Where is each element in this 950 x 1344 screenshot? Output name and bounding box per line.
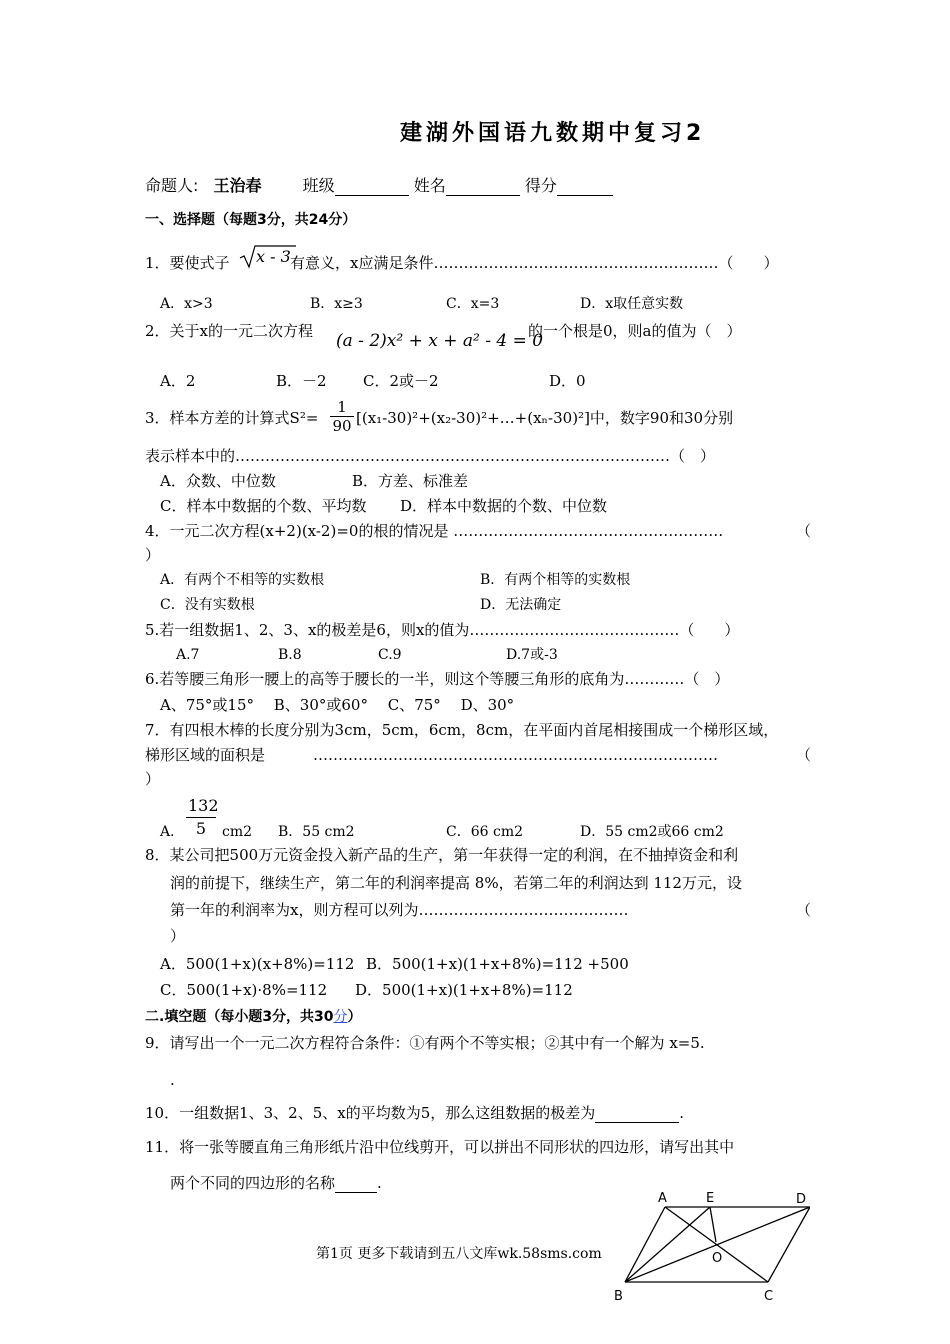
q6-text: 6.若等腰三角形一腰上的高等于腰长的一半，则这个等腰三角形的底角为…………（ ） bbox=[145, 670, 730, 688]
section1-heading: 一、选择题（每题3分，共24分） bbox=[145, 212, 357, 228]
section2-heading-end: ） bbox=[347, 1009, 362, 1025]
label-a: A bbox=[658, 1191, 667, 1206]
class-field[interactable] bbox=[335, 179, 409, 196]
page-title: 建湖外国语九数期中复习2 bbox=[400, 121, 706, 146]
q7-fraction-numerator: 132 bbox=[186, 795, 216, 818]
name-field[interactable] bbox=[446, 179, 520, 196]
q1-option-b: B．x≥3 bbox=[310, 296, 363, 312]
section2-heading bbox=[145, 1007, 362, 1027]
q2-option-b: B．－2 bbox=[276, 372, 327, 390]
q3-option-b: B．方差、标准差 bbox=[352, 472, 469, 490]
q1-radicand: x - 3 bbox=[256, 247, 291, 266]
segment-eb bbox=[625, 1207, 710, 1282]
q3-prefix: 3．样本方差的计算式S²= bbox=[145, 409, 319, 427]
q2-suffix: 的一个根是0，则a的值为（ ） bbox=[528, 322, 742, 340]
q3-fraction-denominator: 90 bbox=[332, 417, 352, 435]
q4-option-a: A．有两个不相等的实数根 bbox=[160, 572, 325, 588]
author-label: 命题人: bbox=[145, 176, 199, 195]
q7-option-c: C．66 cm2 bbox=[446, 824, 523, 840]
q7-fraction-denominator: 5 bbox=[195, 819, 207, 838]
q3-option-d: D．样本中数据的个数、中位数 bbox=[400, 497, 608, 515]
q11-body: 两个不同的四边形的名称 bbox=[170, 1174, 336, 1192]
q7-option-b: B．55 cm2 bbox=[278, 824, 355, 840]
q7-paren-open: （ bbox=[796, 746, 812, 764]
q7-option-a-unit: cm2 bbox=[222, 824, 253, 840]
q8-line2: 润的前提下，继续生产，第二年的利润率提高 8%，若第二年的利润达到 112万元，设 bbox=[170, 874, 742, 892]
q4-option-c: C．没有实数根 bbox=[160, 597, 255, 613]
q10-end: . bbox=[679, 1104, 685, 1122]
q1-option-c: C．x=3 bbox=[446, 296, 500, 312]
section2-heading-link[interactable]: 分 bbox=[333, 1009, 348, 1025]
q5-text: 5.若一组数据1、2、3、x的极差是6，则x的值为……………………………………（ ） bbox=[145, 621, 740, 639]
q8-paren-close: ） bbox=[170, 927, 186, 945]
q1-suffix: 有意义，x应满足条件…………………………………………………（ ） bbox=[290, 254, 779, 272]
q1-prefix: 1．要使式子 bbox=[145, 254, 230, 272]
q4-option-d: D．无法确定 bbox=[480, 597, 562, 613]
q4-paren-open: （ bbox=[796, 522, 812, 540]
q3-suffix: [(x₁-30)²+(x₂-30)²+…+(xₙ-30)²]中，数字90和30分别 bbox=[356, 409, 734, 427]
segment-cd bbox=[768, 1207, 810, 1282]
q8-option-b: B．500(1+x)(1+x+8%)=112 +500 bbox=[366, 955, 629, 973]
q11-answer-field[interactable] bbox=[335, 1176, 377, 1193]
q10-answer-field[interactable] bbox=[595, 1106, 679, 1123]
author-name: 王治春 bbox=[213, 176, 262, 195]
q1-option-d: D．x取任意实数 bbox=[580, 296, 684, 312]
score-field[interactable] bbox=[557, 179, 613, 196]
q2-option-d: D．0 bbox=[549, 372, 586, 390]
q7-option-d: D．55 cm2或66 cm2 bbox=[580, 824, 724, 840]
exam-header bbox=[145, 176, 613, 196]
q2-option-c: C．2或－2 bbox=[363, 372, 439, 390]
q8-option-c: C．500(1+x)·8%=112 bbox=[160, 981, 328, 999]
q8-option-a: A．500(1+x)(x+8%)=112 bbox=[160, 955, 355, 973]
label-c: C bbox=[764, 1289, 774, 1304]
class-label: 班级 bbox=[302, 176, 335, 195]
q3-option-a: A．众数、中位数 bbox=[160, 472, 276, 490]
q8-option-d: D．500(1+x)(1+x+8%)=112 bbox=[355, 981, 573, 999]
q9-dot: . bbox=[170, 1071, 175, 1089]
q10-body: 10．一组数据1、3、2、5、x的平均数为5，那么这组数据的极差为 bbox=[145, 1104, 596, 1122]
q7-line1: 7．有四根木棒的长度分别为3cm，5cm，6cm，8cm，在平面内首尾相接围成一个梯形区域， bbox=[145, 721, 779, 739]
q7-option-a-label: A． bbox=[160, 824, 185, 840]
q1-option-a: A．x>3 bbox=[160, 296, 213, 312]
page-footer: 第1页 更多下载请到五八文库wk.58sms.com bbox=[316, 1246, 602, 1262]
q7-paren-close: ） bbox=[145, 770, 161, 788]
label-d: D bbox=[796, 1192, 807, 1207]
q2-equation: (a - 2)x² + x + a² - 4 = 0 bbox=[336, 331, 544, 351]
q3-fraction-numerator: 1 bbox=[330, 398, 354, 417]
q3-fraction bbox=[330, 398, 354, 435]
q10-text bbox=[145, 1103, 684, 1123]
segment-ab bbox=[625, 1207, 665, 1282]
name-label: 姓名 bbox=[413, 176, 446, 195]
q4-option-b: B．有两个相等的实数根 bbox=[480, 572, 631, 588]
q9-text: 9．请写出一个一元二次方程符合条件：①有两个不等实根；②其中有一个解为 x=5. bbox=[145, 1034, 705, 1052]
q7-fraction bbox=[186, 795, 219, 840]
q11-end: . bbox=[377, 1174, 382, 1192]
q8-paren-open: （ bbox=[796, 901, 812, 919]
q7-dots: ……………………………………………………………………… bbox=[313, 746, 718, 764]
parallelogram-figure bbox=[610, 1190, 810, 1306]
q11-line2 bbox=[170, 1173, 382, 1193]
q8-line3: 第一年的利润率为x，则方程可以列为…………………………………… bbox=[170, 901, 629, 919]
label-e: E bbox=[706, 1191, 715, 1206]
q7-line2: 梯形区域的面积是 bbox=[145, 746, 266, 764]
q3-option-c: C．样本中数据的个数、平均数 bbox=[160, 497, 367, 515]
q3-line2: 表示样本中的……………………………………………………………………………（ ） bbox=[145, 447, 716, 465]
q5-option-d: D.7或-3 bbox=[506, 647, 558, 663]
q4-paren-close: ） bbox=[145, 546, 161, 564]
q2-option-a: A．2 bbox=[160, 372, 196, 390]
q2-prefix: 2．关于x的一元二次方程 bbox=[145, 322, 314, 340]
q4-text: 4．一元二次方程(x+2)(x-2)=0的根的情况是 ……………………………………………… bbox=[145, 522, 724, 540]
q11-line1: 11．将一张等腰直角三角形纸片沿中位线剪开，可以拼出不同形状的四边形，请写出其中 bbox=[145, 1138, 735, 1156]
q5-option-c: C.9 bbox=[378, 647, 402, 663]
question-1 bbox=[145, 253, 230, 273]
q8-line1: 8．某公司把500万元资金投入新产品的生产，第一年获得一定的利润，在不抽掉资金和利 bbox=[145, 846, 739, 864]
label-b: B bbox=[614, 1289, 623, 1304]
segment-ac bbox=[665, 1207, 768, 1282]
q6-options: A、75°或15° B、30°或60° C、75° D、30° bbox=[160, 696, 515, 714]
q5-option-b: B.8 bbox=[278, 647, 302, 663]
score-label: 得分 bbox=[524, 176, 557, 195]
q5-option-a: A.7 bbox=[176, 647, 200, 663]
label-o: O bbox=[712, 1251, 723, 1266]
segment-eo bbox=[710, 1207, 716, 1242]
section2-heading-main: 二.填空题（每小题3分，共30 bbox=[145, 1009, 334, 1025]
